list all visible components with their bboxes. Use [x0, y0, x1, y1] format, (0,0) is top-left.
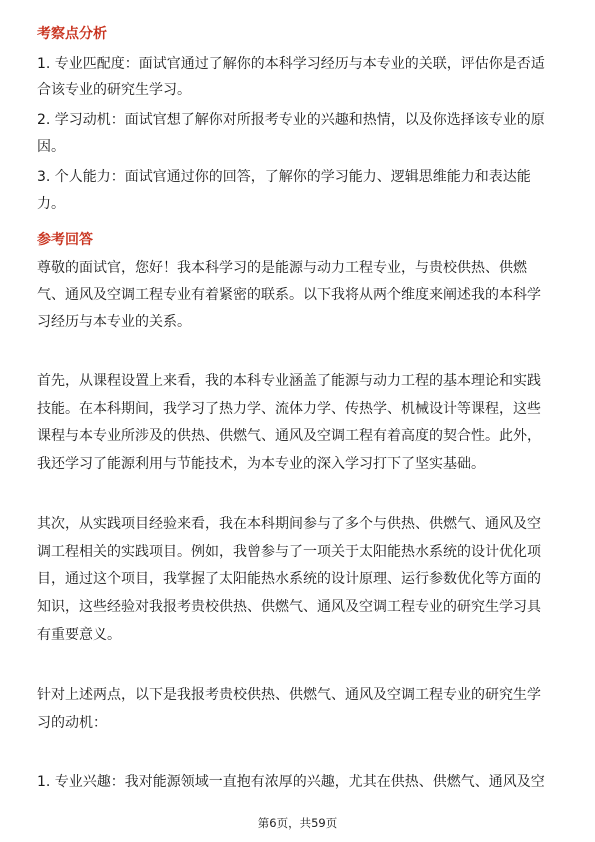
answer-line: 其次，从实践项目经验来看，我在本科期间参与了多个与供热、供燃气、通风及空: [37, 516, 541, 532]
analysis-line: 力。: [37, 196, 65, 212]
answer-line: 课程与本专业所涉及的供热、供燃气、通风及空调工程有着高度的契合性。此外，: [37, 428, 541, 444]
analysis-line: 合该专业的研究生学习。: [37, 82, 191, 98]
answer-line: 技能。在本科期间，我学习了热力学、流体力学、传热学、机械设计等课程，这些: [37, 401, 541, 417]
answer-line: 知识，这些经验对我报考贵校供热、供燃气、通风及空调工程专业的研究生学习具: [37, 599, 541, 615]
answer-line: 针对上述两点，以下是我报考贵校供热、供燃气、通风及空调工程专业的研究生学: [37, 687, 541, 703]
answer-line: 习的动机：: [37, 715, 107, 731]
answer-line: 尊敬的面试官，您好！我本科学习的是能源与动力工程专业，与贵校供热、供燃: [37, 260, 527, 276]
answer-line: 1. 专业兴趣：我对能源领域一直抱有浓厚的兴趣，尤其在供热、供燃气、通风及空: [37, 774, 545, 790]
analysis-heading: 考察点分析: [37, 26, 107, 42]
analysis-line: 3. 个人能力：面试官通过你的回答，了解你的学习能力、逻辑思维能力和表达能: [37, 169, 531, 185]
answer-line: 习经历与本专业的关系。: [37, 314, 191, 330]
answer-line: 有重要意义。: [37, 627, 121, 643]
answer-line: 目，通过这个项目，我掌握了太阳能热水系统的设计原理、运行参数优化等方面的: [37, 571, 541, 587]
analysis-line: 2. 学习动机：面试官想了解你对所报考专业的兴趣和热情，以及你选择该专业的原: [37, 112, 545, 128]
answer-line: 首先，从课程设置上来看，我的本科专业涵盖了能源与动力工程的基本理论和实践: [37, 373, 541, 389]
answer-line: 调工程相关的实践项目。例如，我曾参与了一项关于太阳能热水系统的设计优化项: [37, 544, 541, 560]
answer-heading: 参考回答: [37, 232, 93, 248]
answer-line: 气、通风及空调工程专业有着紧密的联系。以下我将从两个维度来阐述我的本科学: [37, 287, 541, 303]
answer-line: 我还学习了能源利用与节能技术，为本专业的深入学习打下了坚实基础。: [37, 456, 485, 472]
analysis-line: 因。: [37, 139, 65, 155]
page-number: 第6页，共59页: [257, 816, 338, 830]
analysis-line: 1. 专业匹配度：面试官通过了解你的本科学习经历与本专业的关联，评估你是否适: [37, 56, 545, 72]
